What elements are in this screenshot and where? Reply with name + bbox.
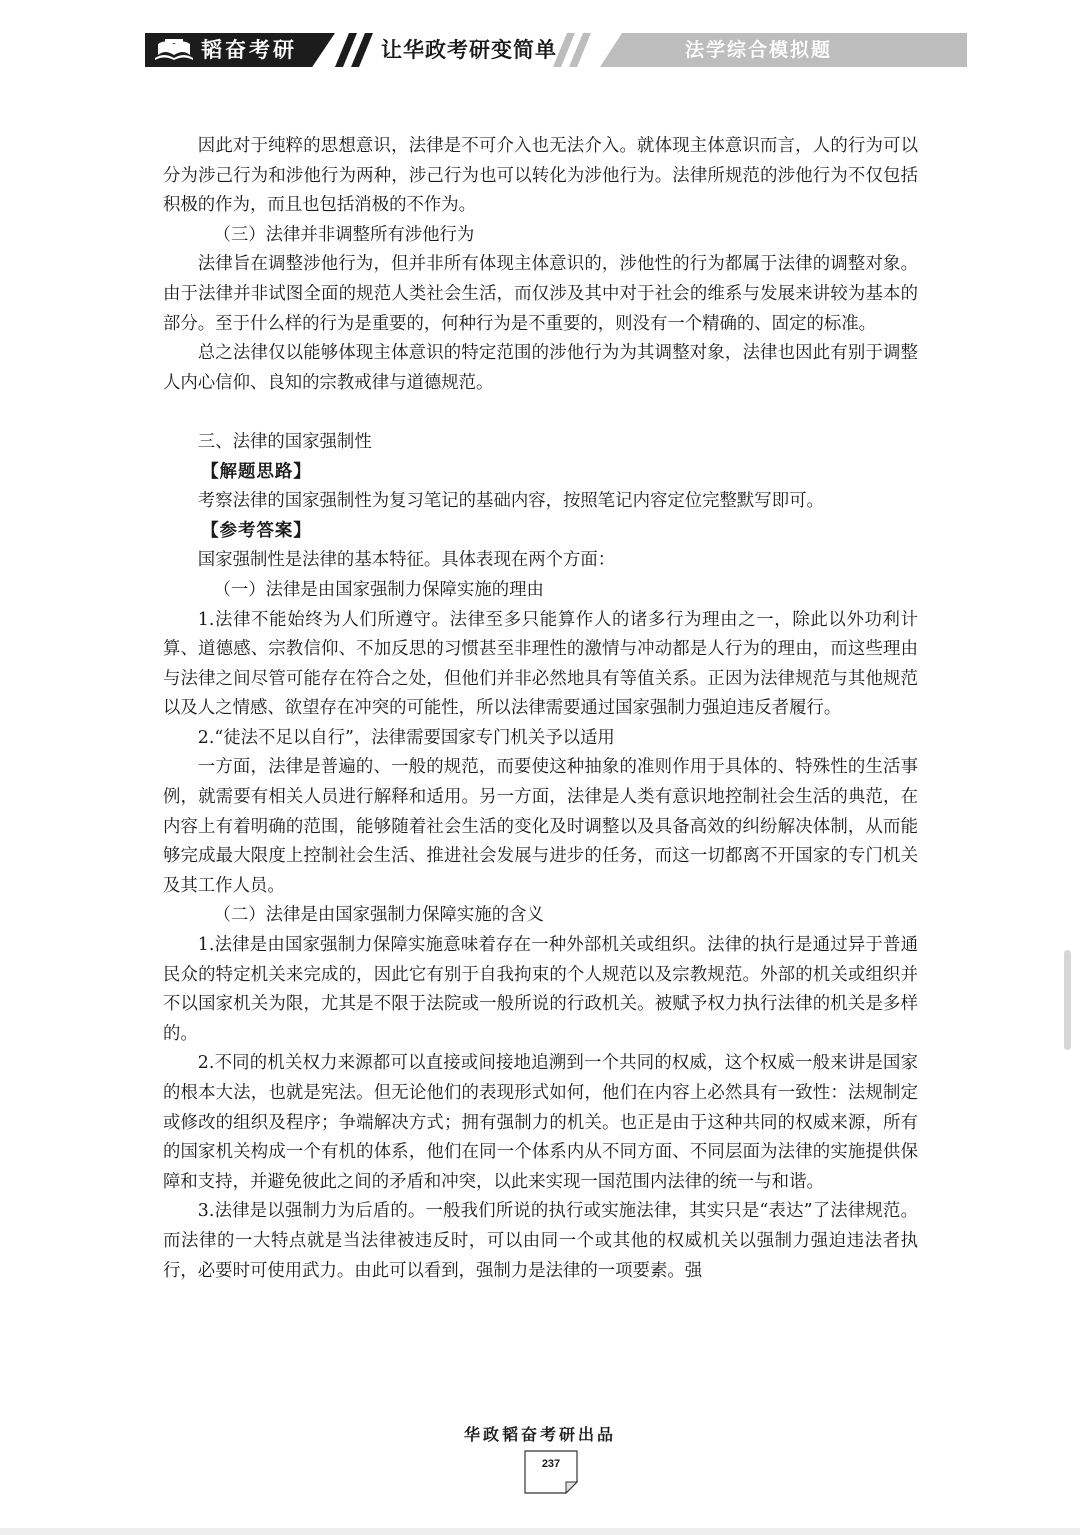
paragraph: 3.法律是以强制力为后盾的。一般我们所说的执行或实施法律，其实只是“表达”了法律规范。而法律的一大特点就是当法律被违反时，可以由同一个或其他的权威机关以强制力强迫违法者执行，必要时可使用武力。由此可以看到，强制力是法律的一项要素。强	[163, 1201, 918, 1281]
paragraph: 法律旨在调整涉他行为，但并非所有体现主体意识的，涉他性的行为都属于法律的调整对象。由于法律并非试图全面的规范人类社会生活，而仅涉及其中对于社会的维系与发展来讲较为基本的部分。至于什么样的行为是重要的，何种行为是不重要的，则没有一个精确的、固定的标准。	[163, 254, 918, 334]
paragraph: 2.“徒法不足以自行”，法律需要国家专门机关予以适用	[197, 727, 615, 748]
document-body	[163, 132, 918, 1286]
label-solution-approach: 【解题思路】	[201, 461, 312, 482]
question-heading: 三、法律的国家强制性	[197, 431, 372, 452]
paragraph: 1.法律是由国家强制力保障实施意味着存在一种外部机关或组织。法律的执行是通过异于普通民众的特定机关来完成的，因此它有别于自我拘束的个人规范以及宗教规范。外部的机关或组织并不以国家机关为限，尤其是不限于法院或一般所说的行政机关。被赋予权力执行法律的机关是多样的。	[163, 935, 918, 1044]
paragraph: 国家强制性是法律的基本特征。具体表现在两个方面：	[197, 550, 616, 571]
page-bottom-edge	[0, 1528, 1080, 1535]
section-heading: （二）法律是由国家强制力保障实施的含义	[213, 905, 544, 926]
page-number: 237	[541, 1458, 561, 1470]
header-slogan: 让华政考研变简单	[381, 38, 557, 62]
section-heading: （三）法律并非调整所有涉他行为	[213, 224, 475, 245]
paragraph: 1.法律不能始终为人们所遵守。法律至多只能算作人的诸多行为理由之一，除此以外功利计算、道德感、宗教信仰、不加反思的习惯甚至非理性的激情与冲动都是人行为的理由，而这些理由与法律之间尽管可能存在符合之处，但他们并非必然地具有等值关系。正因为法律规范与其他规范以及人之情感、欲望存在冲突的可能性，所以法律需要通过国家强制力强迫违反者履行。	[163, 609, 918, 719]
paragraph: 一方面，法律是普遍的、一般的规范，而要使这种抽象的准则作用于具体的、特殊性的生活事例，就需要有相关人员进行解释和适用。另一方面，法律是人类有意识地控制社会生活的典范，在内容上有着明确的范围，能够随着社会生活的变化及时调整以及具备高效的纠纷解决体制，从而能够完成最大限度上控制社会生活、推进社会发展与进步的任务，而这一切都离不开国家的专门机关及其工作人员。	[163, 757, 918, 896]
page-header	[145, 33, 967, 67]
label-reference-answer: 【参考答案】	[201, 520, 312, 541]
section-heading: （一）法律是由国家强制力保障实施的理由	[213, 579, 544, 600]
brand-name: 韬奋考研	[201, 37, 297, 62]
paragraph: 2.不同的机关权力来源都可以直接或间接地追溯到一个共同的权威，这个权威一般来讲是国家的根本大法，也就是宪法。但无论他们的表现形式如何，他们在内容上必然具有一致性：法规制定或修改的组织及程序；争端解决方式；拥有强制力的机关。也正是由于这种共同的权威来源，所有的国家机关构成一个有机的体系，他们在同一个体系内从不同方面、不同层面为法律的实施提供保障和支持，并避免彼此之间的矛盾和冲突，以此来实现一国范围内法律的统一与和谐。	[163, 1053, 918, 1192]
paragraph-gap	[163, 398, 918, 428]
page-number-badge	[524, 1450, 578, 1494]
header-subject: 法学综合模拟题	[685, 39, 833, 61]
header-stripes-decoration	[335, 33, 377, 67]
scrollbar-thumb[interactable]	[1064, 950, 1071, 1050]
paragraph: 考察法律的国家强制性为复习笔记的基础内容，按照笔记内容定位完整默写即可。	[197, 491, 824, 512]
paragraph: 总之法律仅以能够体现主体意识的特定范围的涉他行为为其调整对象，法律也因此有别于调整人内心信仰、良知的宗教戒律与道德规范。	[163, 343, 918, 393]
footer-publisher: 华政韬奋考研出品	[463, 1425, 616, 1444]
book-logo-icon	[153, 38, 195, 62]
paragraph: 因此对于纯粹的思想意识，法律是不可介入也无法介入。就体现主体意识而言，人的行为可以分为涉己行为和涉他行为两种，涉己行为也可以转化为涉他行为。法律所规范的涉他行为不仅包括积极的作为，而且也包括消极的不作为。	[163, 136, 918, 216]
